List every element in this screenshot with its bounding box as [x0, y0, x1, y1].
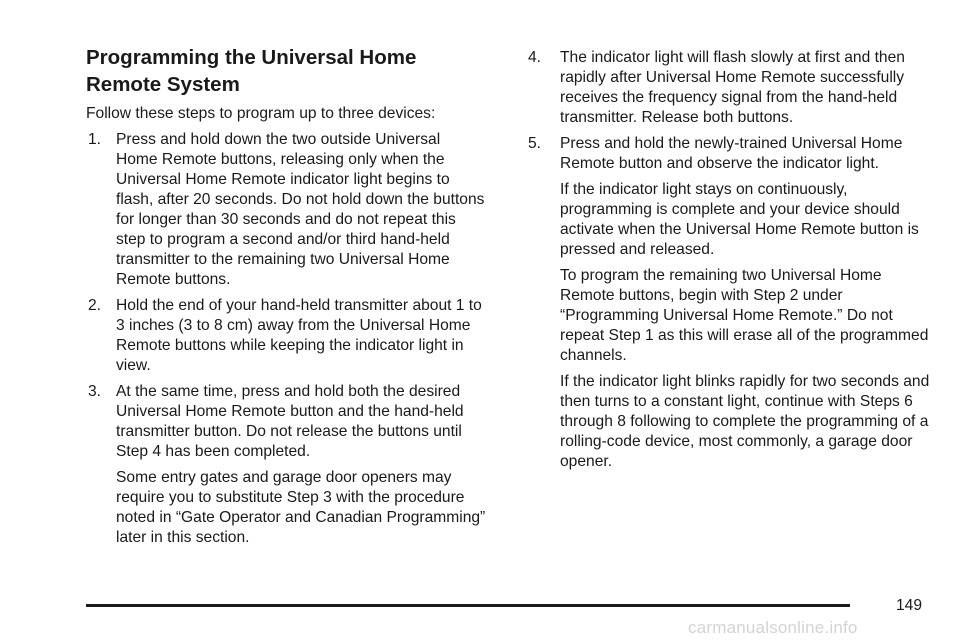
step-4: [528, 48, 938, 128]
step-number: 5.: [528, 135, 542, 152]
right-column: [528, 48, 938, 478]
step-text: Hold the end of your hand-held transmitter about 1 to 3 inches (3 to 8 cm) away from the Universal Home Remote buttons while keeping the indicator light in view.: [116, 297, 482, 374]
step-2: [84, 296, 486, 376]
step-3: [84, 382, 486, 548]
step-note: If the indicator light blinks rapidly for two seconds and then turns to a constant light, continue with Steps 6 through 8 following to complete the programming of a rolling-code device, most commonly, a garage door opener.: [560, 373, 930, 470]
left-column: [86, 44, 486, 554]
section-title: Programming the Universal Home Remote System: [86, 46, 417, 96]
intro-text: Follow these steps to program up to three devices:: [86, 105, 436, 122]
step-number: 4.: [528, 49, 542, 66]
step-number: 1.: [88, 131, 102, 148]
step-1: [84, 130, 486, 290]
step-5: [528, 134, 938, 472]
step-note: If the indicator light stays on continuously, programming is complete and your device should activate when the Universal Home Remote button is pressed and released.: [560, 181, 919, 258]
footer-rule: [86, 604, 850, 607]
step-note: Some entry gates and garage door openers may require you to substitute Step 3 with the procedure noted in “Gate Operator and Canadian Programming” later in this section.: [116, 469, 486, 546]
page-number: 149: [896, 597, 923, 614]
step-note: To program the remaining two Universal Home Remote buttons, begin with Step 2 under “Programming Universal Home Remote.” Do not repeat Step 1 as this will erase all of the programmed channels.: [560, 267, 929, 364]
step-number: 2.: [88, 297, 102, 314]
step-text: The indicator light will flash slowly at first and then rapidly after Universal Home Remote successfully receives the frequency signal from the hand-held transmitter. Release both buttons.: [560, 49, 905, 126]
step-text: Press and hold the newly-trained Universal Home Remote button and observe the indicator light.: [560, 135, 903, 172]
step-number: 3.: [88, 383, 102, 400]
step-text: At the same time, press and hold both the desired Universal Home Remote button and the hand-held transmitter button. Do not release the buttons until Step 4 has been completed.: [116, 383, 464, 460]
step-text: Press and hold down the two outside Universal Home Remote buttons, releasing only when the Universal Home Remote indicator light begins to flash, after 20 seconds. Do not hold down the buttons for longer than 30 seconds and do not repeat this step to program a second and/or third hand-held transmitter to the remaining two Universal Home Remote buttons.: [116, 131, 485, 288]
watermark: carmanualsonline.info: [688, 618, 858, 637]
